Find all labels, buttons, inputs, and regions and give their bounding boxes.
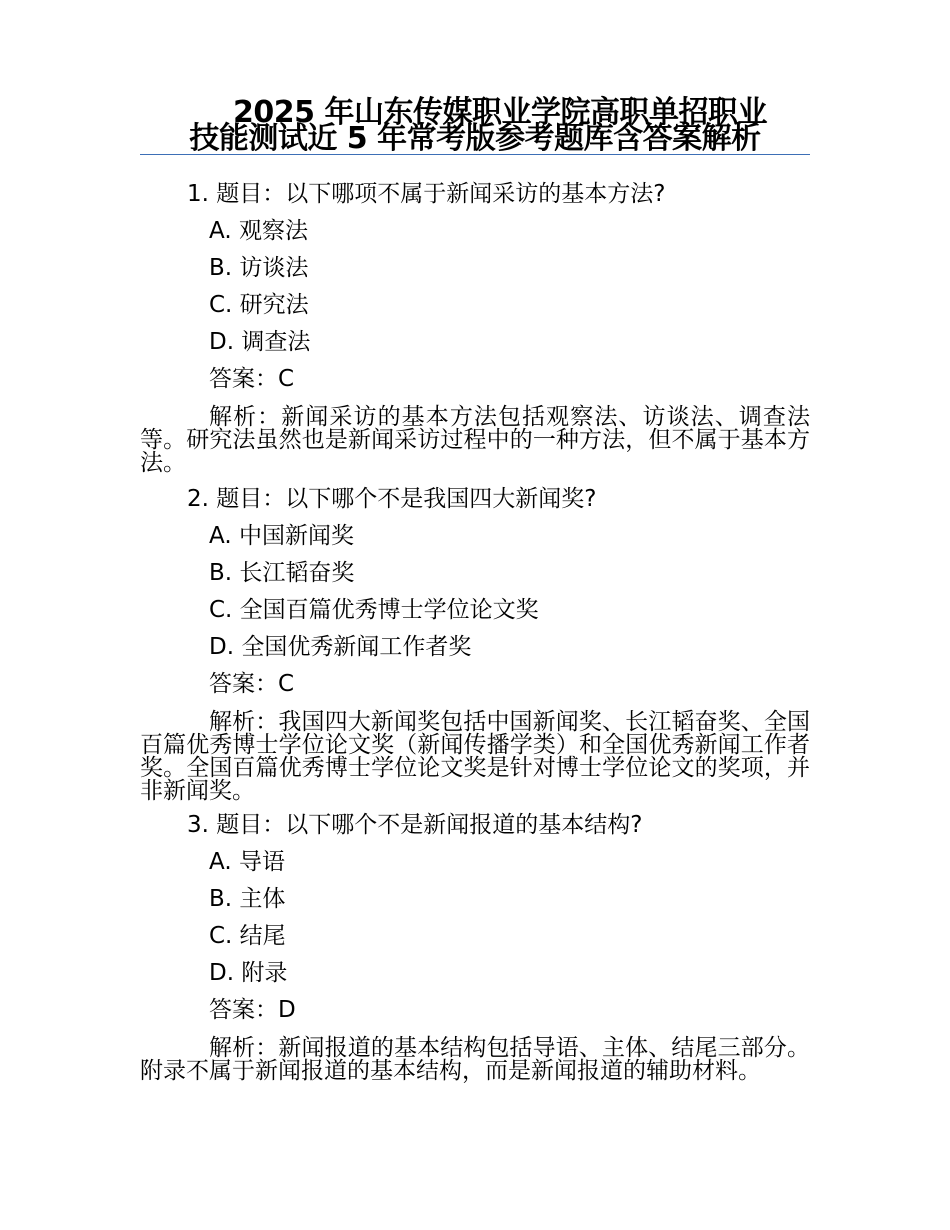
- option-d: D. 附录: [209, 960, 288, 986]
- option-c: C. 研究法: [209, 292, 309, 318]
- explanation: 解析：新闻采访的基本方法包括观察法、访谈法、调查法等。研究法虽然也是新闻采访过程中的一种方法，但不属于基本方法。: [140, 404, 810, 476]
- question-stem: 2. 题目：以下哪个不是我国四大新闻奖?: [187, 486, 597, 512]
- option-b: B. 访谈法: [209, 255, 309, 281]
- option-b: B. 主体: [209, 886, 286, 912]
- question-stem: 1. 题目：以下哪项不属于新闻采访的基本方法?: [187, 181, 666, 207]
- question-block: [140, 481, 810, 803]
- explanation: 解析：我国四大新闻奖包括中国新闻奖、长江韬奋奖、全国百篇优秀博士学位论文奖（新闻传播学类）和全国优秀新闻工作者奖。全国百篇优秀博士学位论文奖是针对博士学位论文的奖项，并非新闻奖。: [140, 709, 810, 804]
- document-title: [140, 95, 810, 156]
- answer: 答案：C: [209, 366, 295, 392]
- explanation: 解析：新闻报道的基本结构包括导语、主体、结尾三部分。附录不属于新闻报道的基本结构，而是新闻报道的辅助材料。: [140, 1035, 810, 1084]
- title-line-2: 技能测试近 5 年常考版参考题库含答案解析: [189, 121, 761, 156]
- option-c: C. 全国百篇优秀博士学位论文奖: [209, 597, 539, 623]
- option-a: A. 中国新闻奖: [209, 523, 354, 549]
- question-block: [140, 807, 810, 1083]
- answer: 答案：C: [209, 671, 295, 697]
- option-d: D. 调查法: [209, 329, 311, 355]
- option-a: A. 观察法: [209, 218, 308, 244]
- question-block: [140, 176, 810, 475]
- question-stem: 3. 题目：以下哪个不是新闻报道的基本结构?: [187, 812, 643, 838]
- option-b: B. 长江韬奋奖: [209, 560, 355, 586]
- title-line-1: 2025 年山东传媒职业学院高职单招职业: [233, 95, 767, 130]
- answer: 答案：D: [209, 997, 296, 1023]
- option-a: A. 导语: [209, 849, 285, 875]
- option-c: C. 结尾: [209, 923, 286, 949]
- option-d: D. 全国优秀新闻工作者奖: [209, 634, 472, 660]
